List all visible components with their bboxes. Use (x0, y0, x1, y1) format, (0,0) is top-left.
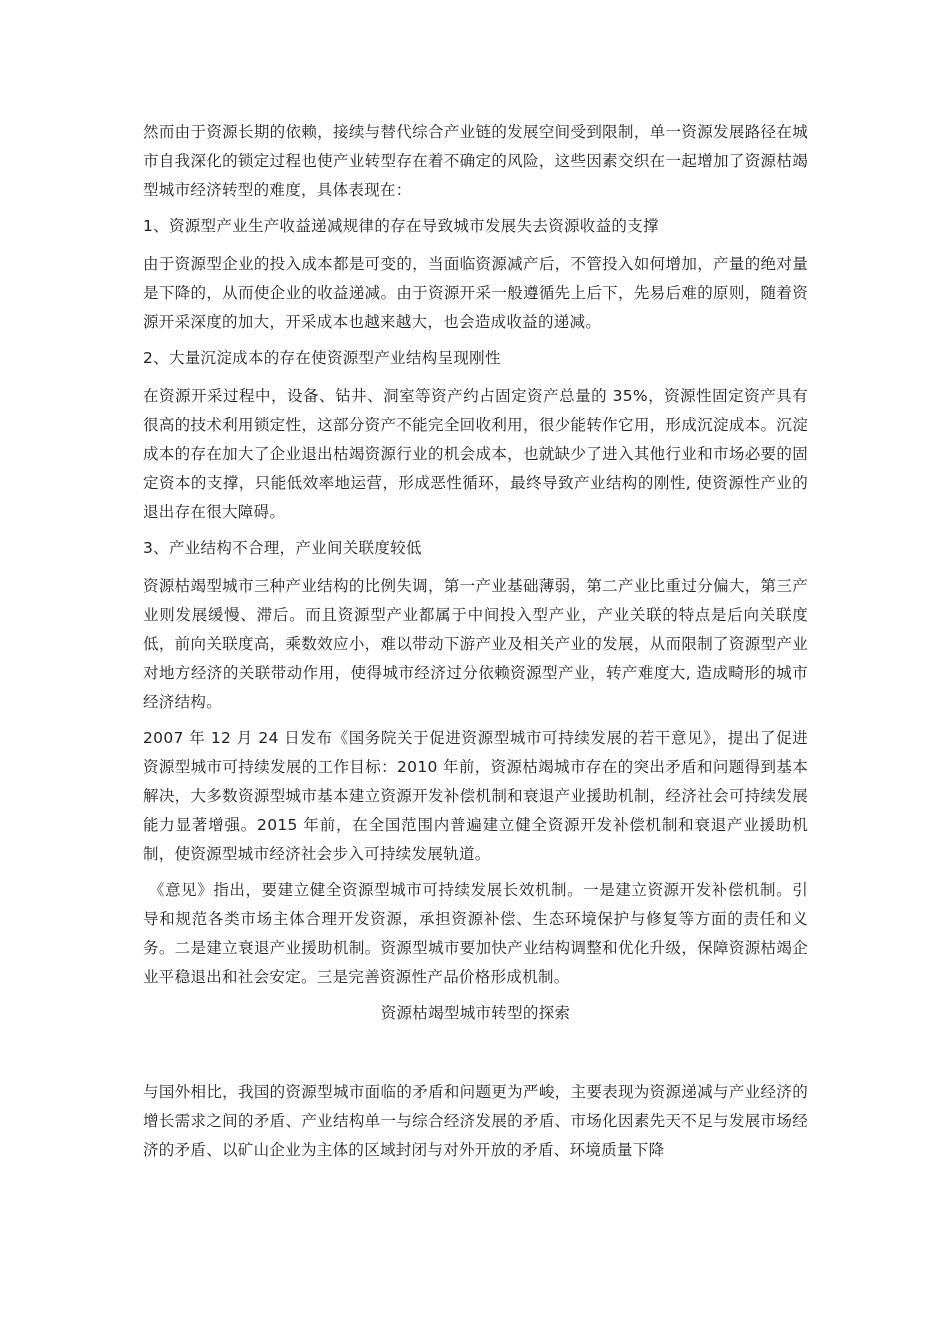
section-heading-2: 2、大量沉淀成本的存在使资源型产业结构呈现刚性 (143, 349, 501, 367)
section-title: 资源枯竭型城市转型的探索 (380, 1004, 571, 1022)
paragraph-section-3: 资源枯竭型城市三种产业结构的比例失调，第一产业基础薄弱，第二产业比重过分偏大，第三产业则发展缓慢、滞后。而且资源型产业都属于中间投入型产业，产业关联的特点是后向关联度低，前向关联度高，乘数效应小，难以带动下游产业及相关产业的发展，从而限制了资源型产业对地方经济的关联带动作用，使得城市经济过分依赖资源型产业，转产难度大, 造成畸形的城市经济结构。 (143, 577, 808, 711)
section-heading-3: 3、产业结构不合理，产业间关联度较低 (143, 539, 422, 557)
section-heading-1: 1、资源型产业生产收益递减规律的存在导致城市发展失去资源收益的支撑 (143, 217, 659, 235)
paragraph-section-2: 在资源开采过程中，设备、钻井、洞室等资产约占固定资产总量的 35%，资源性固定资产具有很高的技术利用锁定性，这部分资产不能完全回收利用，很少能转作它用，形成沉淀成本。沉淀成本的存在加大了企业退出枯竭资源行业的机会成本，也就缺少了进入其他行业和市场必要的固定资本的支撑，只能低效率地运营，形成恶性循环，最终导致产业结构的刚性, 使资源性产业的退出存在很大障碍。 (143, 387, 808, 521)
paragraph-section-1: 由于资源型企业的投入成本都是可变的，当面临资源减产后，不管投入如何增加，产量的绝对量是下降的，从而使企业的收益递减。由于资源开采一般遵循先上后下，先易后难的原则，随着资源开采深度的加大，开采成本也越来越大，也会造成收益的递减。 (143, 255, 808, 331)
document-page (143, 118, 808, 1172)
paragraph-comparison: 与国外相比，我国的资源型城市面临的矛盾和问题更为严峻，主要表现为资源递减与产业经济的增长需求之间的矛盾、产业结构单一与综合经济发展的矛盾、市场化因素先天不足与发展市场经济的矛盾、以矿山企业为主体的区域封闭与对外开放的矛盾、环境质量下降 (143, 1083, 808, 1159)
paragraph-opinion: 《意见》指出，要建立健全资源型城市可持续发展长效机制。一是建立资源开发补偿机制。引导和规范各类市场主体合理开发资源，承担资源补偿、生态环境保护与修复等方面的责任和义务。二是建立衰退产业援助机制。资源型城市要加快产业结构调整和优化升级，保障资源枯竭企业平稳退出和社会安定。三是完善资源性产品价格形成机制。 (143, 881, 808, 986)
paragraph-policy: 2007 年 12 月 24 日发布《国务院关于促进资源型城市可持续发展的若干意见》，提出了促进资源型城市可持续发展的工作目标：2010 年前，资源枯竭城市存在的突出矛盾和问题得到基本解决，大多数资源型城市基本建立资源开发补偿机制和衰退产业援助机制，经济社会可持续发展能力显著增强。2015 年前，在全国范围内普遍建立健全资源开发补偿机制和衰退产业援助机制，使资源型城市经济社会步入可持续发展轨道。 (143, 729, 808, 863)
paragraph-intro: 然而由于资源长期的依赖，接续与替代综合产业链的发展空间受到限制，单一资源发展路径在城市自我深化的锁定过程也使产业转型存在着不确定的风险，这些因素交织在一起增加了资源枯竭型城市经济转型的难度，具体表现在： (143, 123, 808, 199)
